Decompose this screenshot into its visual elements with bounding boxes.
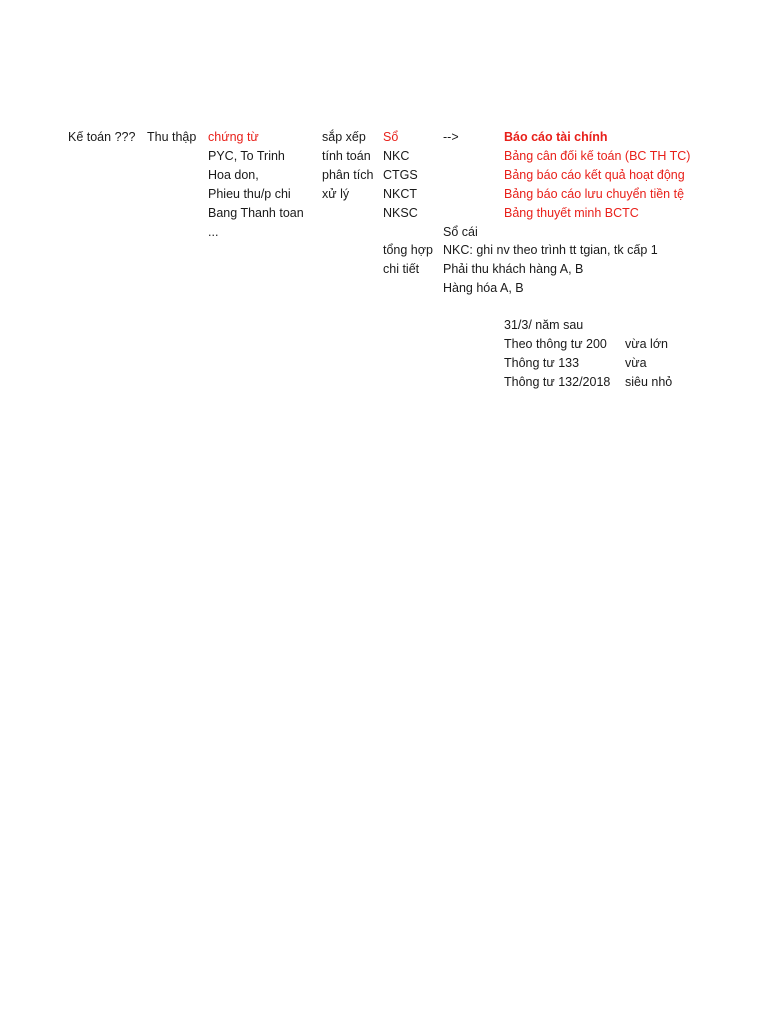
cell-thongtu-133[interactable]: Thông tư 133: [504, 356, 580, 370]
cell-ketoan[interactable]: Kế toán ???: [68, 130, 136, 144]
cell-socai[interactable]: Sổ cái: [443, 225, 478, 239]
cell-baocao-deadline[interactable]: 31/3/ năm sau: [504, 318, 584, 332]
cell-socai-nkc-note[interactable]: NKC: ghi nv theo trình tt tgian, tk cấp 1: [443, 243, 658, 257]
cell-socai-phaithu[interactable]: Phải thu khách hàng A, B: [443, 262, 584, 276]
cell-so-ctgs[interactable]: CTGS: [383, 168, 418, 182]
cell-so-chitiet[interactable]: chi tiết: [383, 262, 420, 276]
cell-so-nkct[interactable]: NKCT: [383, 187, 418, 201]
cell-baocao-thuyetminh[interactable]: Bảng thuyết minh BCTC: [504, 206, 639, 220]
cell-so-nksc[interactable]: NKSC: [383, 206, 418, 220]
cell-quymo-sieunho[interactable]: siêu nhỏ: [625, 375, 673, 389]
cell-thongtu-132[interactable]: Thông tư 132/2018: [504, 375, 611, 389]
cell-socai-hanghoa[interactable]: Hàng hóa A, B: [443, 281, 524, 295]
cell-baocao-candoi[interactable]: Bảng cân đối kế toán (BC TH TC): [504, 149, 691, 163]
cell-so-header[interactable]: Sổ: [383, 130, 399, 144]
cell-chungtu-pyc[interactable]: PYC, To Trinh: [208, 149, 285, 163]
cell-xuly-xuly[interactable]: xử lý: [322, 187, 350, 201]
cell-chungtu-bangthanhtoan[interactable]: Bang Thanh toan: [208, 206, 304, 220]
cell-chungtu-phieuthu[interactable]: Phieu thu/p chi: [208, 187, 291, 201]
cell-baocao-header[interactable]: Báo cáo tài chính: [504, 130, 608, 144]
cell-xuly-sapxep[interactable]: sắp xếp: [322, 130, 366, 144]
cell-xuly-tinhtoan[interactable]: tính toán: [322, 149, 371, 163]
cell-baocao-luuchuyen[interactable]: Bảng báo cáo lưu chuyển tiền tệ: [504, 187, 685, 201]
cell-quymo-vualon[interactable]: vừa lớn: [625, 337, 668, 351]
cell-chungtu-hoadon[interactable]: Hoa don,: [208, 168, 259, 182]
cell-quymo-vua[interactable]: vừa: [625, 356, 647, 370]
cell-arrow[interactable]: -->: [443, 130, 459, 144]
cell-so-tonghop[interactable]: tổng hợp: [383, 243, 433, 257]
cell-thuthap[interactable]: Thu thập: [147, 130, 197, 144]
cell-chungtu-ellipsis[interactable]: ...: [208, 225, 219, 239]
cell-xuly-phantich[interactable]: phân tích: [322, 168, 374, 182]
cell-so-nkc[interactable]: NKC: [383, 149, 410, 163]
cell-baocao-ketqua[interactable]: Bảng báo cáo kết quả hoạt động: [504, 168, 685, 182]
cell-thongtu-200[interactable]: Theo thông tư 200: [504, 337, 607, 351]
cell-chungtu-header[interactable]: chứng từ: [208, 130, 259, 144]
